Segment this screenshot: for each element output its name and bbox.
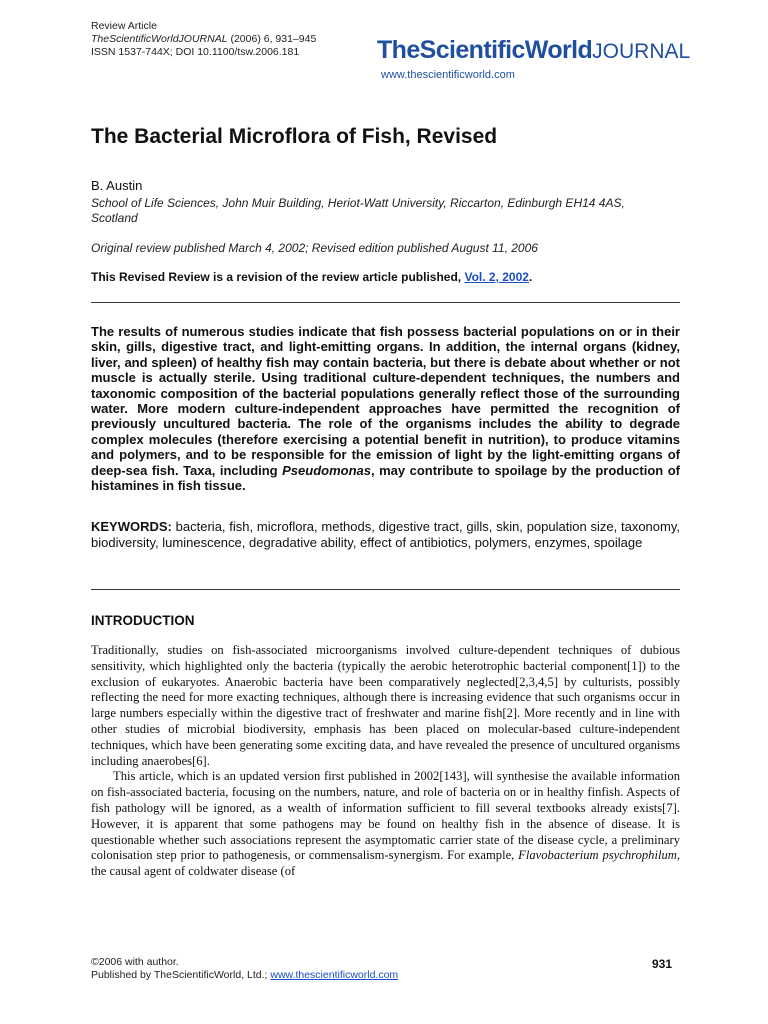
revised-note-end: . (528, 270, 533, 284)
article-header (91, 20, 316, 59)
keywords-label: KEYWORDS: (91, 519, 172, 534)
revised-note-text: This Revised Review is a revision of the review article published, (91, 270, 465, 284)
article-type: Review Article (91, 20, 157, 32)
paragraph-2-italic-taxon: Flavobacterium psychrophilum (518, 848, 677, 863)
abstract (91, 324, 680, 493)
abstract-text: The results of numerous studies indicate that fish possess bacterial populations on or in their skin, gills, digestive tract, and light-emitting organs. In addition, the internal organs (kidney, liver, and spleen) of healthy fish may contain bacteria, but there is debate about whether or not muscle is actually sterile. Using traditional culture-dependent techniques, the numbers and taxonomic composition of the bacterial populations generally reflect those of the surrounding water. More modern culture-independent approaches have permitted the recognition of previously uncultured bacteria. The role of the organisms includes the ability to degrade complex molecules (therefore exercising a potential benefit in nutrition), to produce vitamins and polymers, and to be responsible for the emission of light by the light-emitting organs of deep-sea fish. Taxa, including (91, 324, 680, 478)
publisher-line (91, 969, 398, 982)
footer (91, 956, 398, 982)
divider (91, 302, 680, 303)
journal-name: TheScientificWorldJOURNAL (91, 33, 228, 45)
abstract-text-end: , may contribute to spoilage by the production of histamines in fish tissue. (91, 462, 680, 494)
author: B. Austin (91, 178, 143, 193)
logo-brand: TheScientificWorld (377, 36, 593, 64)
revised-volume-link[interactable]: Vol. 2, 2002 (464, 270, 529, 284)
logo-journal: JOURNAL (592, 40, 691, 63)
publisher-link[interactable]: www.thescientificworld.com (270, 969, 399, 981)
section-heading-introduction: INTRODUCTION (91, 613, 195, 628)
paragraph-2-text-end: , the causal agent of coldwater disease (of (91, 848, 681, 879)
divider (91, 589, 680, 590)
logo-url[interactable]: www.thescientificworld.com (381, 69, 515, 81)
journal-logo (377, 36, 690, 65)
paragraph-2-text: This article, which is an updated version first published in 2002[143], will synthesise the available information on fish-associated bacteria, focusing on the numbers, nature, and role of bacteria on or in healthy finfish. Aspects of fish pathology will be ignored, as a wealth of information sufficient to fill several textbooks already exists[7]. However, it is apparent that some pathogens may be found on healthy fish in the absence of disease. It is questionable whether such associations represent the asymptomatic carrier state of the disease cycle, a preliminary colonisation step prior to pathogenesis, or commensalism-synergism. For example, (91, 769, 680, 863)
page-number: 931 (652, 957, 673, 971)
introduction-body (91, 643, 680, 880)
keywords-list: bacteria, fish, microflora, methods, digestive tract, gills, skin, population size, taxonomy, biodiversity, luminescence, degradative ability, effect of antibiotics, polymers, enzymes, spoilage (91, 519, 680, 550)
introduction-paragraph-2 (91, 769, 680, 880)
journal-citation: (2006) 6, 931–945 (227, 33, 317, 45)
introduction-paragraph-1: Traditionally, studies on fish-associated microorganisms involved culture-dependent techniques of dubious sensitivity, which highlighted only the bacteria (typically the aerobic heterotrophic bacterial component[1]) to the exclusion of eukaryotes. Anaerobic bacteria have been comparatively neglected[2,3,4,5] by culturists, possibly reflecting the need for more exacting techniques, although there is increasing evidence that such organisms occur in large numbers especially within the digestive tract of freshwater and marine fish[2]. More recently and in line with other studies of microbial biodiversity, emphasis has been placed on molecular-based culture-independent techniques, which have been generating some exciting data, and have revealed the presence of uncultured organisms including anaerobes[6]. (91, 643, 680, 768)
affiliation: School of Life Sciences, John Muir Building, Heriot-Watt University, Riccarton, Edinburgh EH14 4AS, Scotland (91, 196, 625, 225)
publisher-text: Published by TheScientificWorld, Ltd.; (91, 969, 271, 981)
article-title: The Bacterial Microflora of Fish, Revised (91, 125, 498, 148)
copyright: ©2006 with author. (91, 956, 179, 968)
issn-doi: ISSN 1537-744X; DOI 10.1100/tsw.2006.181 (91, 46, 300, 58)
keywords (91, 519, 680, 550)
publication-dates: Original review published March 4, 2002; Revised edition published August 11, 2006 (91, 241, 538, 255)
journal-citation-line (91, 33, 316, 46)
revised-note (91, 270, 532, 284)
abstract-italic-taxon: Pseudomonas (282, 462, 371, 478)
